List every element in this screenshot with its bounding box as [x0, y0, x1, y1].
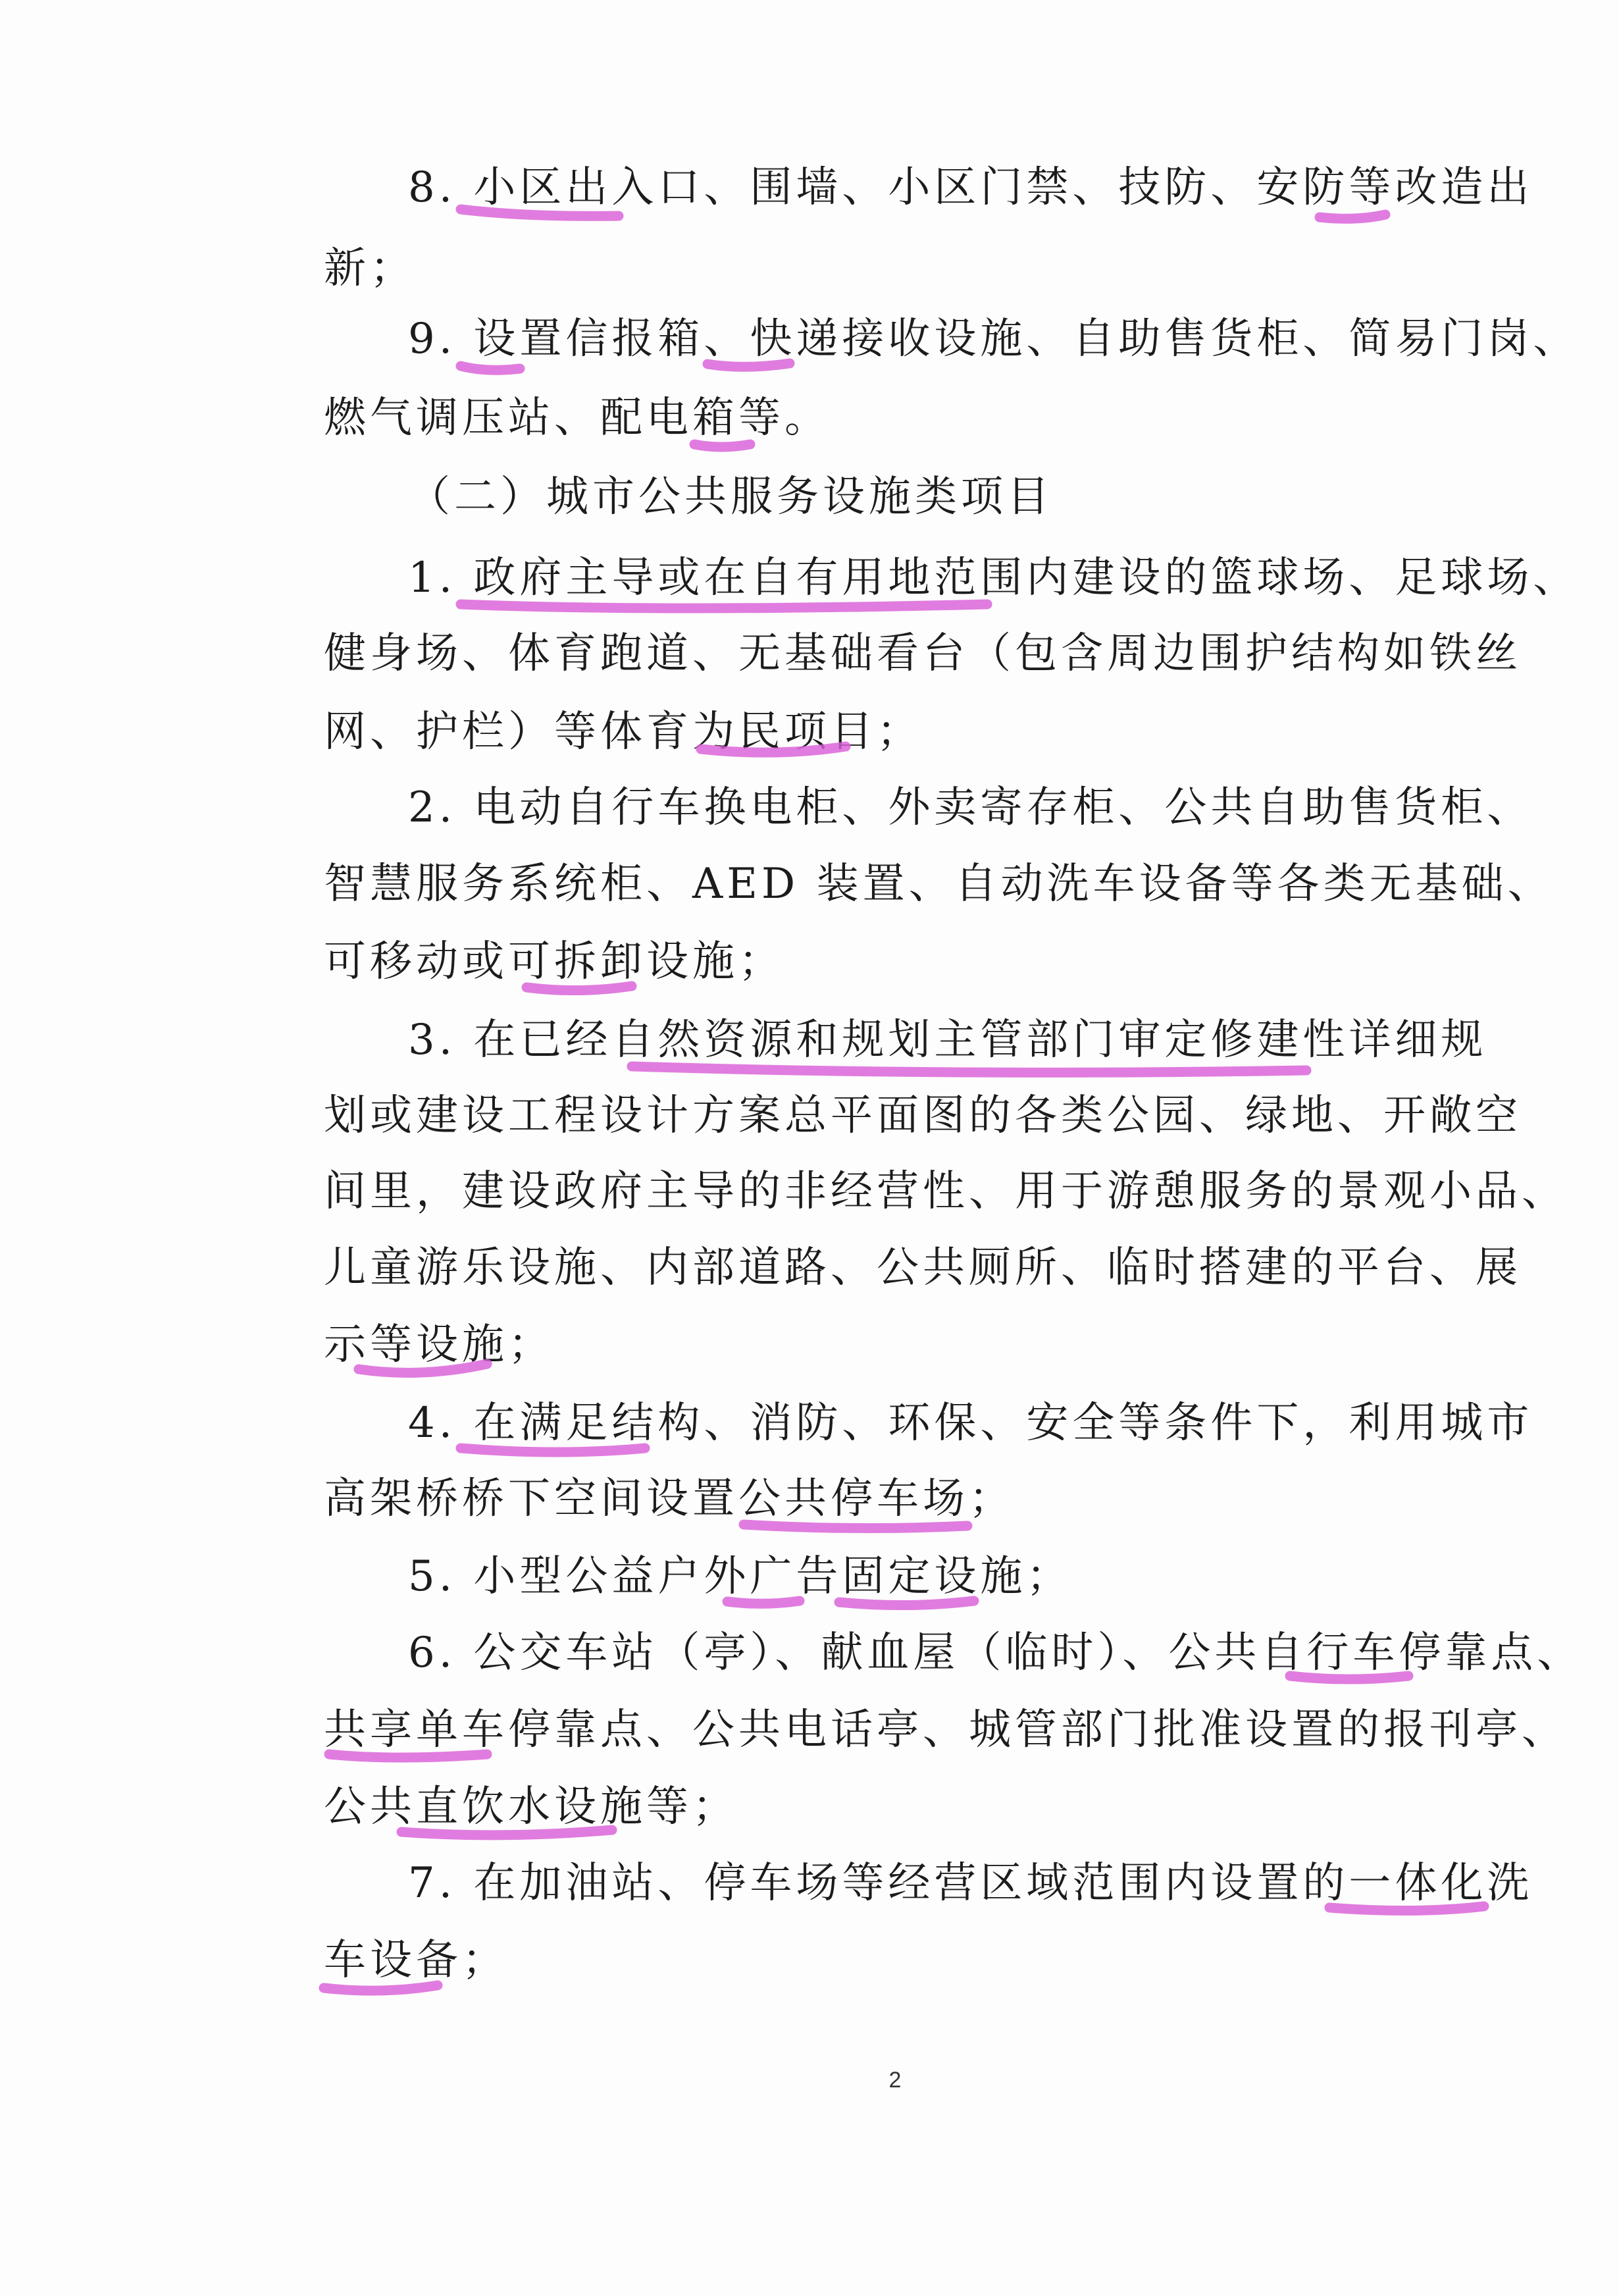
page-number: 2	[888, 2068, 902, 2093]
public-item-3-line-2: 划或建设工程设计方案总平面图的各类公园、绿地、开敞空	[324, 1091, 1522, 1140]
public-item-2-line-3: 可移动或可拆卸设施；	[324, 937, 784, 986]
public-item-6-line-3: 公共直饮水设施等；	[324, 1783, 738, 1831]
public-item-7-line-1: 7. 在加油站、停车场等经营区域范围内设置的一体化洗	[408, 1859, 1533, 1908]
public-item-2-line-1: 2. 电动自行车换电柜、外卖寄存柜、公共自助售货柜、	[408, 783, 1533, 832]
public-item-3-line-3: 间里，建设政府主导的非经营性、用于游憩服务的景观小品、	[324, 1167, 1568, 1216]
public-item-5: 5. 小型公益户外广告固定设施；	[408, 1552, 1073, 1601]
public-item-3-line-1: 3. 在已经自然资源和规划主管部门审定修建性详细规	[408, 1016, 1487, 1064]
public-item-2-line-2: 智慧服务系统柜、AED 装置、自动洗车设备等各类无基础、	[324, 860, 1554, 908]
item-8-line-1: 8. 小区出入口、围墙、小区门禁、技防、安防等改造出	[408, 163, 1533, 212]
public-item-6-line-1: 6. 公交车站（亭）、献血屋（临时）、公共自行车停靠点、	[408, 1629, 1583, 1677]
item-8-line-2: 新；	[324, 244, 416, 293]
item-9-line-1: 9. 设置信报箱、快递接收设施、自助售货柜、简易门岗、	[408, 315, 1580, 363]
public-item-1-line-2: 健身场、体育跑道、无基础看台（包含周边围护结构如铁丝	[324, 629, 1522, 678]
public-item-1-line-3: 网、护栏）等体育为民项目；	[324, 708, 923, 756]
section-heading-2: （二）城市公共服务设施类项目	[408, 473, 1053, 521]
public-item-7-line-2: 车设备；	[324, 1936, 508, 1985]
public-item-3-line-4: 儿童游乐设施、内部道路、公共厕所、临时搭建的平台、展	[324, 1243, 1522, 1292]
public-item-6-line-2: 共享单车停靠点、公共电话亭、城管部门批准设置的报刊亭、	[324, 1706, 1568, 1754]
item-9-line-2: 燃气调压站、配电箱等。	[324, 394, 831, 442]
public-item-3-line-5: 示等设施；	[324, 1320, 554, 1369]
public-item-1-line-1: 1. 政府主导或在自有用地范围内建设的篮球场、足球场、	[408, 554, 1580, 602]
public-item-4-line-1: 4. 在满足结构、消防、环保、安全等条件下，利用城市	[408, 1399, 1533, 1448]
public-item-4-line-2: 高架桥桥下空间设置公共停车场；	[324, 1474, 1015, 1523]
